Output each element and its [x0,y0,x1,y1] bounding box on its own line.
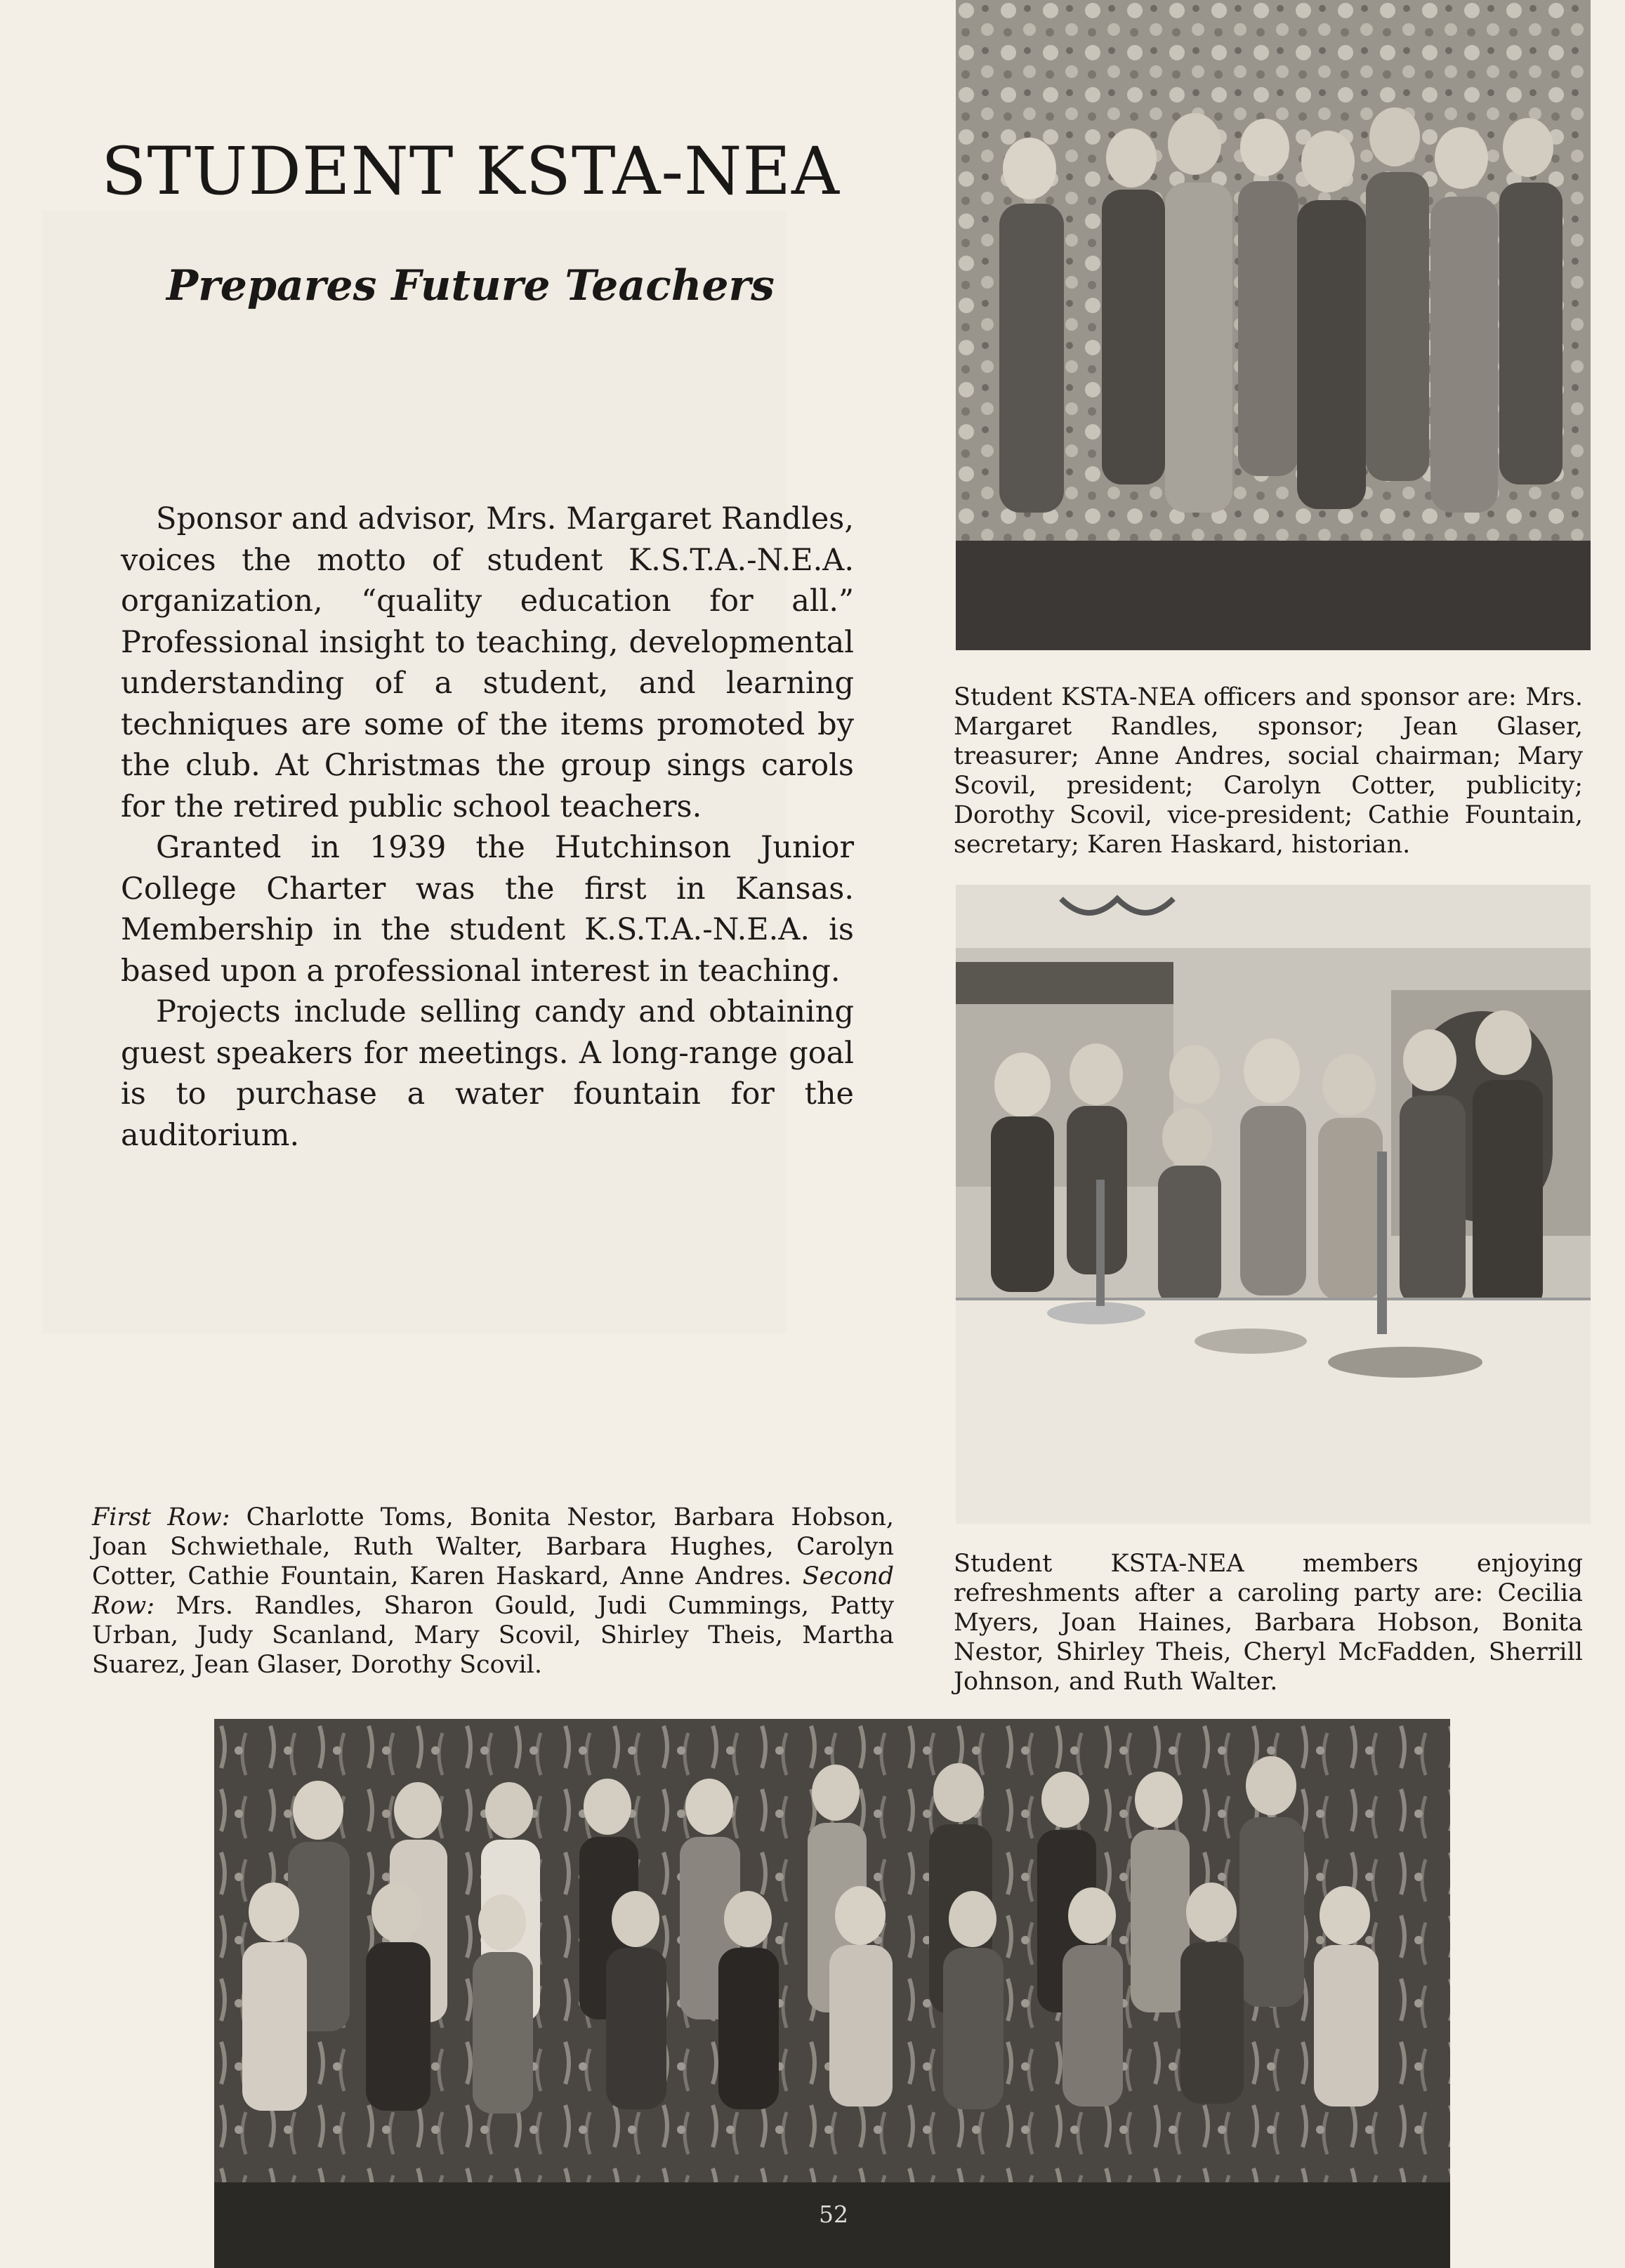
page-number: 52 [819,2201,848,2228]
page-subtitle: Prepares Future Teachers [166,261,775,310]
officers-photo [956,0,1591,650]
refreshments-photo [956,885,1591,1524]
second-row-names: Mrs. Randles, Sharon Gould, Judi Cummings, Patty Urban, Judy Scanland, Mary Scovil, Shirley Theis, Martha Suarez, Jean Glaser, Dorothy Scovil. [92,1592,894,1679]
paragraph-3: Projects include selling candy and obtaining guest speakers for meetings. A long-range goal is to purchase a water fountain for the auditorium. [121,994,854,1153]
group-photo [214,1719,1450,2268]
refreshments-photo-image [956,885,1591,1524]
article-body [121,499,854,1156]
group-photo-image [214,1719,1450,2268]
officers-photo-image [956,0,1591,650]
paragraph-2: Granted in 1939 the Hutchinson Junior College Charter was the first in Kansas. Membership in the student K.S.T.A.-N.E.A. is based upon a professional interest in teaching. [121,830,854,989]
refreshments-caption: Student KSTA-NEA members enjoying refreshments after a caroling party are: Cecilia Myers, Joan Haines, Barbara Hobson, Bonita Nestor, Shirley Theis, Cheryl McFadden, Sherrill Johnson, and Ruth Walter. [954,1550,1583,1696]
page-title: STUDENT KSTA-NEA [101,133,840,210]
group-caption [92,1503,894,1680]
second-row-label: Second Row: [92,1562,894,1620]
paragraph-1: Sponsor and advisor, Mrs. Margaret Randles, voices the motto of student K.S.T.A.-N.E.A. organization, “quality education for all.” Professional insight to teaching, developmental understanding of a student, and learning techniques are some of the items promoted by the club. At Christmas the group sings carols for the retired public school teachers. [121,501,854,824]
first-row-names: Charlotte Toms, Bonita Nestor, Barbara Hobson, Joan Schwiethale, Ruth Walter, Barbara Hughes, Carolyn Cotter, Cathie Fountain, Karen Haskard, Anne Andres. [92,1503,894,1590]
officers-caption: Student KSTA-NEA officers and sponsor are: Mrs. Margaret Randles, sponsor; Jean Glaser, treasurer; Anne Andres, social chairman; Mary Scovil, president; Carolyn Cotter, publicity; Dorothy Scovil, vice-president; Cathie Fountain, secretary; Karen Haskard, historian. [954,683,1583,859]
first-row-label: First Row: [92,1503,230,1531]
